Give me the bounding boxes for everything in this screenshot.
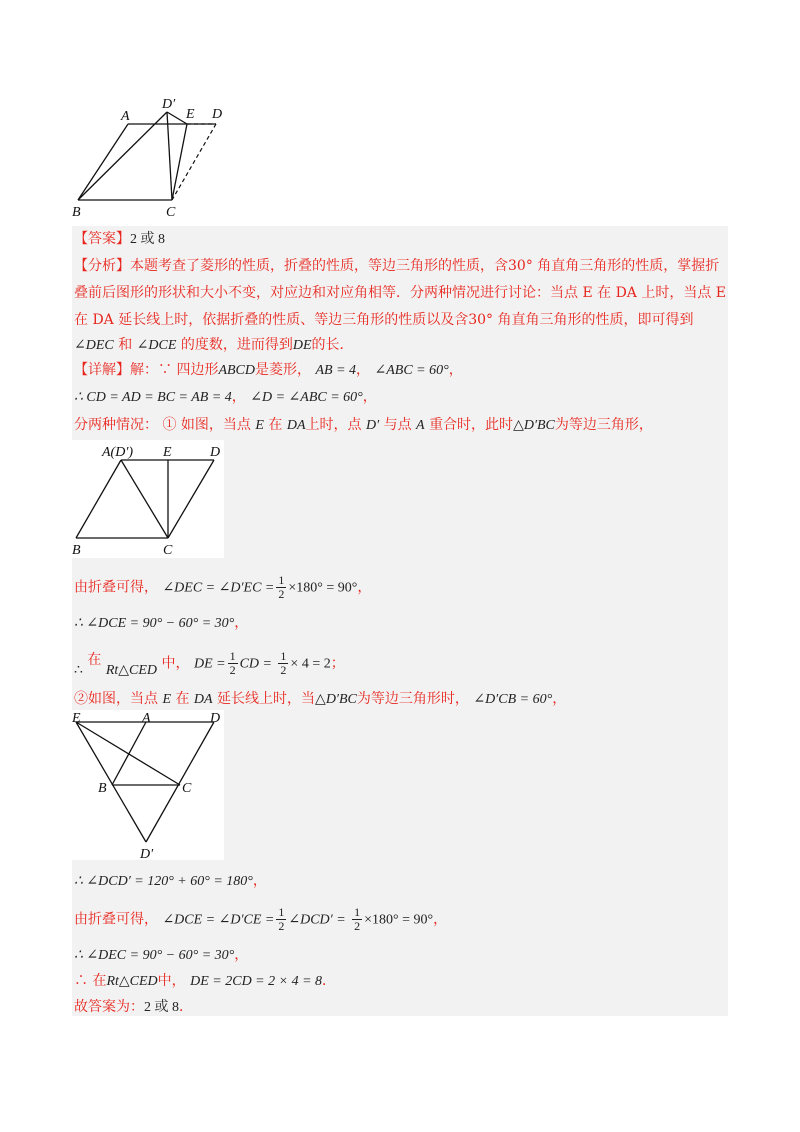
case1-eq1-left: ∠DEC = ∠D′EC = — [162, 580, 275, 596]
case1-eq2: ∴ ∠DCE = 90° − 60° = 30° — [74, 616, 235, 631]
comma: ， — [362, 389, 377, 405]
case1-line-3 — [74, 650, 345, 677]
figure-fold-3 — [72, 710, 224, 860]
fig2-label-e: E — [163, 445, 172, 460]
text-in: 在 — [87, 651, 102, 668]
angle-dec: ∠DEC — [74, 338, 114, 353]
analysis-then: 的度数，进而得到 — [180, 337, 293, 353]
frac-num: 1 — [278, 905, 285, 919]
fig3-label-d: D — [210, 711, 221, 726]
de-eq: DE = — [193, 656, 226, 672]
text-in: 在 — [268, 417, 283, 433]
final-value: 2 或 8 — [144, 1000, 179, 1015]
segment-da: DA — [286, 418, 306, 433]
frac-den: 2 — [278, 919, 285, 933]
angle-dcb-60: ∠D′CB = 60° — [473, 692, 553, 707]
fraction-half-4 — [276, 906, 286, 933]
fig2-label-c: C — [163, 543, 173, 558]
fraction-half-3 — [278, 650, 288, 677]
fig3-label-d-prime: D′ — [140, 847, 154, 860]
angle-abc-60: ∠ABC = 60° — [374, 363, 449, 378]
detail-solve: 解：∵ 四边形 — [130, 362, 219, 378]
fig2-label-a-d-prime: A(D′) — [102, 445, 134, 460]
sides-equal: ∴ CD = AD = BC = AB = 4 — [74, 390, 232, 405]
text-equilateral: 为等边三角形， — [554, 417, 653, 433]
semicolon: ； — [330, 655, 345, 672]
de-eq-8: DE = 2CD = 2 × 4 = 8 — [190, 974, 323, 989]
period: ． — [179, 999, 193, 1015]
case1-fold: 由折叠可得， — [74, 579, 158, 596]
angle-dce: ∠DCE — [136, 338, 177, 353]
fig3-label-b: B — [98, 781, 107, 796]
frac-num: 1 — [354, 905, 361, 919]
therefore-in: ∴ 在 — [74, 973, 107, 989]
fig1-label-d-prime: D′ — [162, 97, 176, 112]
fraction-half — [276, 574, 286, 601]
frac-den: 2 — [354, 919, 361, 933]
fig1-label-b: B — [72, 205, 81, 220]
analysis-text-1: 本题考查了菱形的性质，折叠的性质，等边三角形的性质，含30° 角直角三角形的性质，掌握折 — [130, 258, 720, 274]
case2-eq2-mid: ∠DCD′ = — [288, 912, 346, 928]
frac-den: 2 — [278, 587, 285, 601]
text-mid: 中， — [161, 655, 190, 672]
case-intro: 分两种情况： ① 如图，当点 — [74, 417, 251, 433]
comma: ， — [252, 873, 267, 889]
analysis-tag: 【分析】 — [74, 258, 130, 274]
ab-eq-4: AB = 4 — [315, 363, 357, 378]
therefore: ∴ — [74, 662, 83, 678]
fig2-label-d: D — [210, 445, 221, 460]
figure-fold-1-svg — [66, 92, 236, 222]
text-mid: 中， — [157, 973, 186, 989]
analysis-text-2: 叠前后图形的形状和大小不变，对应边和对应角相等．分两种情况进行讨论：当点 E 在 DA 上时，当点 E — [74, 285, 727, 301]
frac-den: 2 — [229, 663, 236, 677]
fig3-label-c: C — [182, 781, 192, 796]
analysis-line-2 — [74, 282, 726, 304]
fraction-half-2 — [228, 650, 238, 677]
case2-line-1 — [74, 688, 566, 711]
text-in: 在 — [175, 691, 190, 707]
analysis-and: 和 — [118, 337, 133, 353]
case2-line-2 — [74, 870, 267, 893]
final-answer-line — [74, 996, 193, 1019]
point-d-prime: D′ — [365, 418, 380, 433]
text-extension: 延长线上时，当 — [217, 691, 316, 707]
frac-num: 1 — [278, 573, 285, 587]
cd-eq: CD = — [239, 656, 272, 672]
comma: ， — [356, 362, 371, 378]
segment-da: DA — [193, 692, 213, 707]
triangle-dbc: △D′BC — [315, 692, 357, 707]
case2-eq2-left: ∠DCE = ∠D′CE = — [162, 912, 275, 928]
detail-line-3 — [74, 414, 653, 437]
point-e: E — [162, 692, 172, 707]
analysis-line-4 — [74, 334, 354, 357]
times-four: × 4 = 2 — [290, 656, 331, 672]
case1-line-2 — [74, 612, 248, 635]
text-on: 上时，点 — [305, 417, 362, 433]
case2-line-4 — [74, 944, 248, 967]
figure-fold-3-svg — [72, 710, 224, 860]
frac-den: 2 — [280, 663, 287, 677]
text-with: 与点 — [383, 417, 412, 433]
case2-intro: ②如图，当点 — [74, 691, 158, 707]
fraction-half-5 — [352, 906, 362, 933]
rt-triangle-ced: Rt△CED — [105, 662, 158, 678]
text-coincide: 重合时，此时 — [429, 417, 514, 433]
frac-num: 1 — [280, 649, 287, 663]
fig3-label-e: E — [72, 711, 81, 726]
case2-line-3 — [74, 906, 447, 933]
case2-fold: 由折叠可得， — [74, 911, 158, 928]
fig2-label-b: B — [72, 543, 81, 558]
detail-tag: 【详解】 — [74, 362, 130, 378]
figure-fold-2 — [72, 440, 224, 558]
angle-d-60: ∠D = ∠ABC = 60° — [250, 390, 363, 405]
triangle-dbc: △D′BC — [513, 418, 555, 433]
analysis-text-3: 在 DA 延长线上时，依据折叠的性质、等边三角形的性质以及含30° 角直角三角形的性质，即可得到 — [74, 312, 694, 328]
figure-fold-1 — [66, 92, 236, 222]
period: ． — [322, 973, 337, 989]
answer-tag: 【答案】 — [74, 231, 130, 247]
detail-rhombus: 是菱形， — [255, 362, 312, 378]
case2-eq2-right: ×180° = 90° — [364, 912, 434, 928]
comma: ， — [231, 389, 246, 405]
fig3-label-a: A — [142, 711, 151, 726]
fig1-label-d: D — [212, 107, 223, 122]
comma: ， — [552, 691, 567, 707]
angle-dcd-180: ∴ ∠DCD′ = 120° + 60° = 180° — [74, 874, 253, 889]
angle-dec-30: ∴ ∠DEC = 90° − 60° = 30° — [74, 948, 235, 963]
frac-num: 1 — [229, 649, 236, 663]
comma: ， — [448, 362, 463, 378]
comma: ， — [234, 615, 249, 631]
case2-line-5 — [74, 970, 336, 993]
rt-triangle-ced: Rt△CED — [106, 974, 158, 989]
fig1-label-e: E — [186, 107, 195, 122]
text-equilateral: 为等边三角形时， — [356, 691, 469, 707]
answer-value: 2 或 8 — [130, 232, 165, 247]
quad-abcd: ABCD — [218, 363, 256, 378]
segment-de: DE — [292, 338, 312, 353]
case1-line-1 — [74, 574, 371, 601]
analysis-line-3 — [74, 309, 694, 331]
figure-fold-2-svg — [72, 440, 224, 558]
detail-line-2 — [74, 386, 377, 409]
point-a: A — [416, 418, 425, 433]
analysis-line-1 — [74, 255, 719, 277]
final-label: 故答案为： — [74, 999, 144, 1015]
case1-eq1-right: ×180° = 90° — [288, 580, 358, 596]
analysis-end: 的长． — [311, 337, 354, 353]
comma: ， — [357, 579, 372, 596]
fig1-label-c: C — [166, 205, 176, 220]
point-e: E — [255, 418, 264, 433]
comma: ， — [433, 911, 448, 928]
answer-line — [74, 228, 165, 251]
comma: ， — [234, 947, 249, 963]
detail-line-1 — [74, 359, 463, 382]
fig1-label-a: A — [121, 109, 130, 124]
